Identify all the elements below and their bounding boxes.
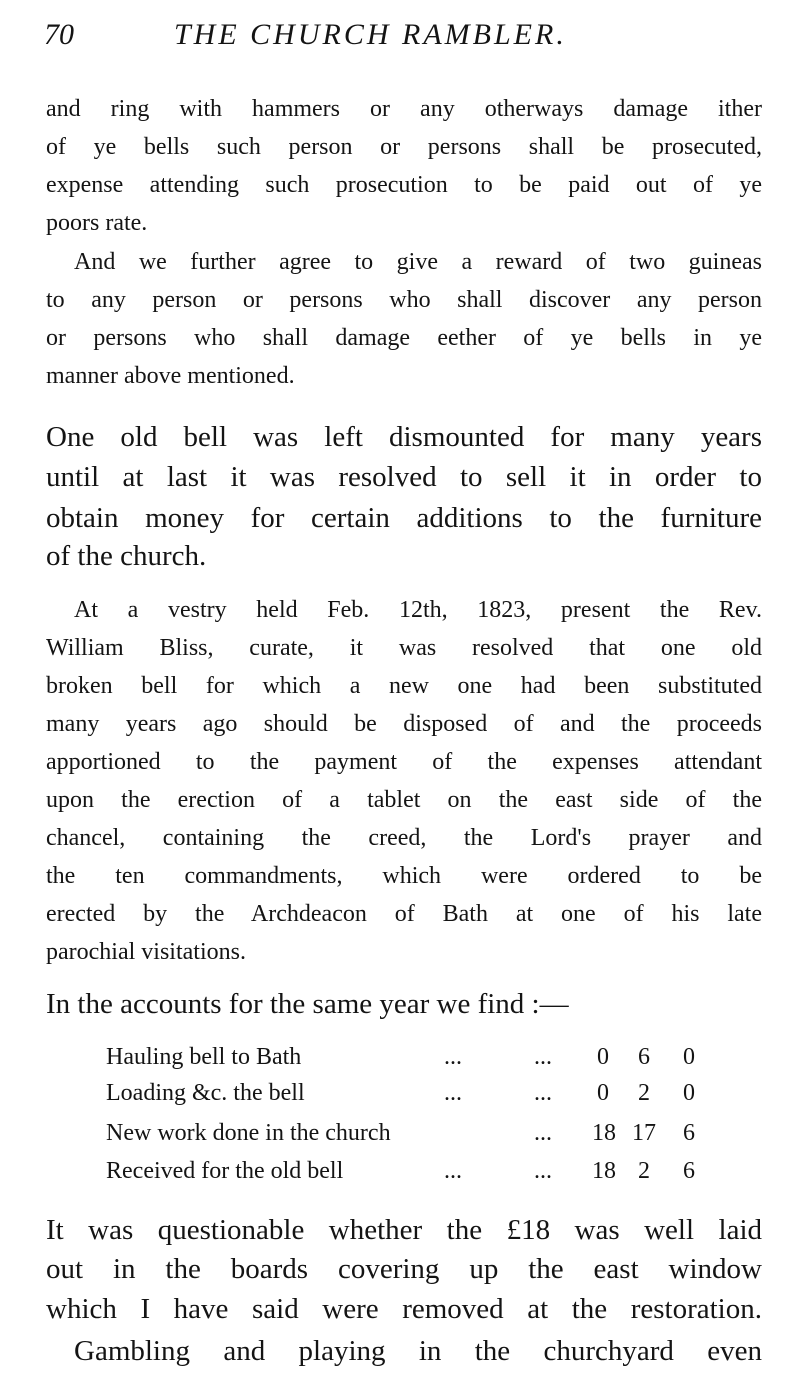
text-line: William Bliss, curate, it was resolved that one old <box>46 635 762 661</box>
text-line: out in the boards covering up the east window <box>46 1253 762 1285</box>
account-row <box>106 1080 726 1112</box>
text-line: and ring with hammers or any otherways damage ither <box>46 96 762 122</box>
pounds-value: 0 <box>597 1044 609 1070</box>
pounds-value: 18 <box>592 1120 616 1146</box>
account-item: Received for the old bell <box>106 1158 344 1184</box>
text-line: apportioned to the payment of the expenses attendant <box>46 749 762 775</box>
pence-value: 6 <box>683 1158 695 1184</box>
pence-value: 6 <box>683 1120 695 1146</box>
text-line: which I have said were removed at the restoration. <box>46 1293 762 1325</box>
text-line: At a vestry held Feb. 12th, 1823, present the Rev. <box>74 597 762 623</box>
page-header <box>44 18 760 62</box>
text-line: broken bell for which a new one had been substituted <box>46 673 762 699</box>
text-line: In the accounts for the same year we find :— <box>46 988 569 1020</box>
text-line: expense attending such prosecution to be paid out of ye <box>46 172 762 198</box>
text-line: of ye bells such person or persons shall be prosecuted, <box>46 134 762 160</box>
pounds-value: 18 <box>592 1158 616 1184</box>
text-line: chancel, containing the creed, the Lord's prayer and <box>46 825 762 851</box>
text-line: obtain money for certain additions to the furniture <box>46 502 762 534</box>
shillings-value: 2 <box>638 1080 650 1106</box>
leader-dots: ... <box>534 1120 552 1146</box>
leader-dots: ... <box>444 1044 462 1070</box>
account-row <box>106 1044 726 1076</box>
text-line: parochial visitations. <box>46 939 246 965</box>
leader-dots: ... <box>444 1080 462 1106</box>
text-line: to any person or persons who shall discover any person <box>46 287 762 313</box>
text-line: It was questionable whether the £18 was well laid <box>46 1214 762 1246</box>
text-line: of the church. <box>46 540 207 572</box>
text-line: One old bell was left dismounted for many years <box>46 421 762 453</box>
shillings-value: 2 <box>638 1158 650 1184</box>
text-line: erected by the Archdeacon of Bath at one of his late <box>46 901 762 927</box>
account-row <box>106 1158 726 1190</box>
text-line: upon the erection of a tablet on the east side of the <box>46 787 762 813</box>
text-line: until at last it was resolved to sell it in order to <box>46 461 762 493</box>
text-line: manner above mentioned. <box>46 363 295 389</box>
account-item: Hauling bell to Bath <box>106 1044 302 1070</box>
pence-value: 0 <box>683 1080 695 1106</box>
account-item: Loading &c. the bell <box>106 1080 305 1106</box>
running-title: THE CHURCH RAMBLER. <box>174 18 567 51</box>
leader-dots: ... <box>444 1158 462 1184</box>
text-line: poors rate. <box>46 210 148 236</box>
leader-dots: ... <box>534 1080 552 1106</box>
text-line: many years ago should be disposed of and the proceeds <box>46 711 762 737</box>
pence-value: 0 <box>683 1044 695 1070</box>
pounds-value: 0 <box>597 1080 609 1106</box>
page-number: 70 <box>44 18 74 51</box>
text-line: or persons who shall damage eether of ye bells in ye <box>46 325 762 351</box>
account-item: New work done in the church <box>106 1120 391 1146</box>
text-line: And we further agree to give a reward of two guineas <box>74 249 762 275</box>
leader-dots: ... <box>534 1158 552 1184</box>
account-row <box>106 1120 726 1152</box>
leader-dots: ... <box>534 1044 552 1070</box>
shillings-value: 6 <box>638 1044 650 1070</box>
shillings-value: 17 <box>632 1120 656 1146</box>
text-line: the ten commandments, which were ordered to be <box>46 863 762 889</box>
text-line: Gambling and playing in the churchyard even <box>74 1335 762 1367</box>
